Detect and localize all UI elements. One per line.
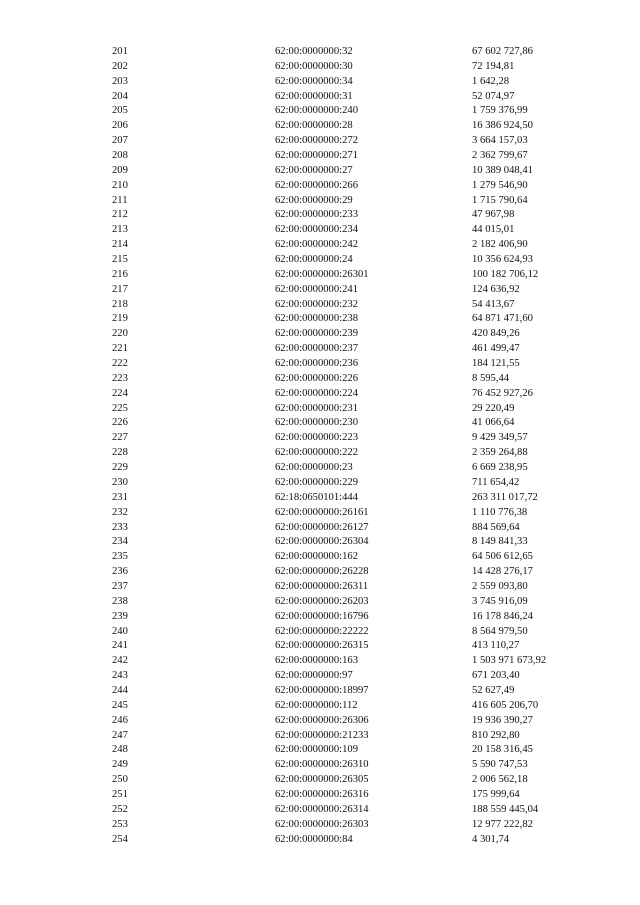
cadastral-number: 62:00:0000000:242 [275,239,358,251]
cadastral-value: 67 602 727,86 [472,46,533,57]
row-number: 201 [112,46,128,57]
table-row [0,743,640,758]
cadastral-value: 420 849,26 [472,328,520,340]
cadastral-value: 10 356 624,93 [472,254,533,266]
cadastral-number: 62:00:0000000:163 [275,655,358,667]
cadastral-number: 62:00:0000000:31 [275,90,353,102]
table-row [0,357,640,372]
table-row [0,773,640,788]
table-row [0,134,640,149]
cadastral-number: 62:00:0000000:272 [275,135,358,147]
cadastral-number: 62:00:0000000:22222 [275,625,369,637]
cadastral-number: 62:00:0000000:271 [275,150,358,162]
row-number: 234 [112,536,128,548]
cadastral-number: 62:00:0000000:21233 [275,729,369,741]
table-row [0,639,640,654]
cadastral-value: 52 074,97 [472,90,515,102]
row-number: 254 [112,833,128,845]
table-row [0,238,640,253]
row-number: 218 [112,298,128,310]
row-number: 215 [112,254,128,266]
cadastral-number: 62:00:0000000:222 [275,447,358,459]
row-number: 236 [112,566,128,578]
table-row [0,446,640,461]
row-number: 243 [112,670,128,682]
table-row [0,60,640,75]
cadastral-value: 8 149 841,33 [472,536,528,548]
cadastral-value: 16 386 924,50 [472,120,533,132]
cadastral-value: 2 006 562,18 [472,774,528,786]
row-number: 213 [112,224,128,236]
table-row [0,788,640,803]
table-row [0,223,640,238]
row-number: 209 [112,164,128,176]
row-number: 203 [112,75,128,87]
row-number: 249 [112,759,128,771]
row-number: 224 [112,387,128,399]
row-number: 230 [112,476,128,488]
cadastral-value: 175 999,64 [472,788,520,800]
cadastral-value: 263 311 017,72 [472,491,538,503]
row-number: 229 [112,462,128,474]
row-number: 248 [112,744,128,756]
row-number: 227 [112,432,128,444]
cadastral-value: 1 759 376,99 [472,105,528,117]
cadastral-value: 64 871 471,60 [472,313,533,325]
row-number: 240 [112,625,128,637]
cadastral-number: 62:00:0000000:26228 [275,566,369,578]
cadastral-number: 62:00:0000000:233 [275,209,358,221]
row-number: 246 [112,714,128,726]
row-number: 242 [112,655,128,667]
cadastral-number: 62:00:0000000:28 [275,120,353,132]
cadastral-number: 62:00:0000000:26316 [275,788,369,800]
cadastral-number: 62:00:0000000:32 [275,46,353,57]
row-number: 212 [112,209,128,221]
cadastral-value: 2 359 264,88 [472,447,528,459]
row-number: 207 [112,135,128,147]
row-number: 210 [112,179,128,191]
row-number: 228 [112,447,128,459]
cadastral-number: 62:00:0000000:26301 [275,268,369,280]
cadastral-value: 44 015,01 [472,224,515,236]
table-row [0,253,640,268]
table-row [0,119,640,134]
cadastral-value: 3 745 916,09 [472,595,528,607]
cadastral-number: 62:00:0000000:23 [275,462,353,474]
cadastral-number: 62:00:0000000:162 [275,551,358,563]
table-row [0,818,640,833]
row-number: 208 [112,150,128,162]
row-number: 219 [112,313,128,325]
cadastral-value: 1 642,28 [472,75,510,87]
cadastral-value: 72 194,81 [472,60,515,72]
cadastral-number: 62:00:0000000:112 [275,699,358,711]
cadastral-number: 62:00:0000000:237 [275,343,358,355]
cadastral-value: 1 279 546,90 [472,179,528,191]
table-row [0,372,640,387]
table-row [0,491,640,506]
table-row [0,431,640,446]
table-row [0,298,640,313]
cadastral-number: 62:00:0000000:97 [275,670,353,682]
cadastral-number: 62:18:0650101:444 [275,491,358,503]
table-row [0,208,640,223]
table-row [0,268,640,283]
table-row [0,625,640,640]
cadastral-value: 100 182 706,12 [472,268,539,280]
row-number: 202 [112,60,128,72]
cadastral-number: 62:00:0000000:236 [275,358,358,370]
table-row [0,833,640,848]
table-row [0,164,640,179]
table-row [0,283,640,298]
cadastral-value: 54 413,67 [472,298,515,310]
cadastral-number: 62:00:0000000:26310 [275,759,369,771]
cadastral-number: 62:00:0000000:26314 [275,803,369,815]
cadastral-value: 19 936 390,27 [472,714,533,726]
cadastral-number: 62:00:0000000:229 [275,476,358,488]
cadastral-value: 416 605 206,70 [472,699,539,711]
row-number: 241 [112,640,128,652]
table-row [0,327,640,342]
table-row [0,565,640,580]
cadastral-value: 461 499,47 [472,343,520,355]
cadastral-value: 3 664 157,03 [472,135,528,147]
cadastral-value: 76 452 927,26 [472,387,533,399]
row-number: 235 [112,551,128,563]
cadastral-number: 62:00:0000000:231 [275,402,358,414]
cadastral-value: 9 429 349,57 [472,432,528,444]
row-number: 231 [112,491,128,503]
table-row [0,387,640,402]
table-row [0,45,640,60]
cadastral-value: 20 158 316,45 [472,744,533,756]
table-row [0,179,640,194]
cadastral-number: 62:00:0000000:84 [275,833,353,845]
cadastral-value: 10 389 048,41 [472,164,533,176]
table-row [0,521,640,536]
cadastral-number: 62:00:0000000:26161 [275,506,369,518]
row-number: 250 [112,774,128,786]
cadastral-value: 810 292,80 [472,729,520,741]
row-number: 222 [112,358,128,370]
table-row [0,684,640,699]
cadastral-value: 64 506 612,65 [472,551,533,563]
cadastral-value: 16 178 846,24 [472,610,533,622]
table-row [0,506,640,521]
row-number: 225 [112,402,128,414]
row-number: 233 [112,521,128,533]
table-row [0,312,640,327]
table-row [0,416,640,431]
row-number: 239 [112,610,128,622]
cadastral-number: 62:00:0000000:26203 [275,595,369,607]
cadastral-number: 62:00:0000000:241 [275,283,358,295]
cadastral-number: 62:00:0000000:240 [275,105,358,117]
cadastral-value: 41 066,64 [472,417,515,429]
table-row [0,803,640,818]
cadastral-value: 1 503 971 673,92 [472,655,547,667]
table-row [0,758,640,773]
table-row [0,699,640,714]
cadastral-value: 6 669 238,95 [472,462,528,474]
cadastral-number: 62:00:0000000:239 [275,328,358,340]
row-number: 238 [112,595,128,607]
row-number: 253 [112,818,128,830]
row-number: 211 [112,194,128,206]
table-row [0,714,640,729]
row-number: 232 [112,506,128,518]
cadastral-value: 8 595,44 [472,372,510,384]
table-row [0,595,640,610]
cadastral-number: 62:00:0000000:16796 [275,610,369,622]
cadastral-value: 2 559 093,80 [472,580,528,592]
cadastral-number: 62:00:0000000:34 [275,75,353,87]
row-number: 245 [112,699,128,711]
row-number: 204 [112,90,128,102]
row-number: 237 [112,580,128,592]
table-row [0,535,640,550]
cadastral-number: 62:00:0000000:26305 [275,774,369,786]
cadastral-value: 14 428 276,17 [472,566,533,578]
cadastral-number: 62:00:0000000:29 [275,194,353,206]
table-row [0,194,640,209]
cadastral-value: 413 110,27 [472,640,520,652]
cadastral-value: 8 564 979,50 [472,625,528,637]
cadastral-number: 62:00:0000000:26306 [275,714,369,726]
cadastral-number: 62:00:0000000:234 [275,224,358,236]
cadastral-value: 124 636,92 [472,283,520,295]
row-number: 220 [112,328,128,340]
table-row [0,476,640,491]
table-row [0,342,640,357]
cadastral-number: 62:00:0000000:230 [275,417,358,429]
table-row [0,654,640,669]
row-number: 226 [112,417,128,429]
cadastral-number: 62:00:0000000:232 [275,298,358,310]
cadastral-number: 62:00:0000000:24 [275,254,353,266]
cadastral-number: 62:00:0000000:26311 [275,580,369,592]
row-number: 216 [112,268,128,280]
table-row [0,461,640,476]
cadastral-number: 62:00:0000000:266 [275,179,358,191]
cadastral-number: 62:00:0000000:26315 [275,640,369,652]
cadastral-value: 52 627,49 [472,684,515,696]
table-row [0,149,640,164]
cadastral-value: 29 220,49 [472,402,515,414]
cadastral-number: 62:00:0000000:224 [275,387,358,399]
cadastral-number: 62:00:0000000:27 [275,164,353,176]
cadastral-value: 1 715 790,64 [472,194,528,206]
cadastral-number: 62:00:0000000:226 [275,372,358,384]
row-number: 247 [112,729,128,741]
cadastral-number: 62:00:0000000:26303 [275,818,369,830]
row-number: 251 [112,788,128,800]
cadastral-number: 62:00:0000000:238 [275,313,358,325]
cadastral-value: 4 301,74 [472,833,510,845]
cadastral-value: 1 110 776,38 [472,506,528,518]
cadastral-value: 711 654,42 [472,476,520,488]
row-number: 244 [112,684,128,696]
cadastral-number: 62:00:0000000:18997 [275,684,369,696]
row-number: 223 [112,372,128,384]
cadastral-number: 62:00:0000000:223 [275,432,358,444]
table-row [0,729,640,744]
row-number: 252 [112,803,128,815]
cadastral-value: 188 559 445,04 [472,803,539,815]
table-row [0,75,640,90]
row-number: 217 [112,283,128,295]
data-table [0,45,640,847]
table-row [0,550,640,565]
cadastral-value: 2 362 799,67 [472,150,528,162]
row-number: 206 [112,120,128,132]
cadastral-number: 62:00:0000000:109 [275,744,358,756]
cadastral-value: 47 967,98 [472,209,515,221]
row-number: 221 [112,343,128,355]
table-row [0,669,640,684]
table-row [0,90,640,105]
table-row [0,402,640,417]
cadastral-value: 2 182 406,90 [472,239,528,251]
table-row [0,610,640,625]
table-row [0,104,640,119]
cadastral-value: 884 569,64 [472,521,520,533]
table-row [0,580,640,595]
cadastral-value: 184 121,55 [472,358,520,370]
row-number: 214 [112,239,128,251]
cadastral-value: 12 977 222,82 [472,818,533,830]
cadastral-value: 5 590 747,53 [472,759,528,771]
row-number: 205 [112,105,128,117]
cadastral-number: 62:00:0000000:26304 [275,536,369,548]
cadastral-number: 62:00:0000000:30 [275,60,353,72]
cadastral-value: 671 203,40 [472,670,520,682]
cadastral-number: 62:00:0000000:26127 [275,521,369,533]
